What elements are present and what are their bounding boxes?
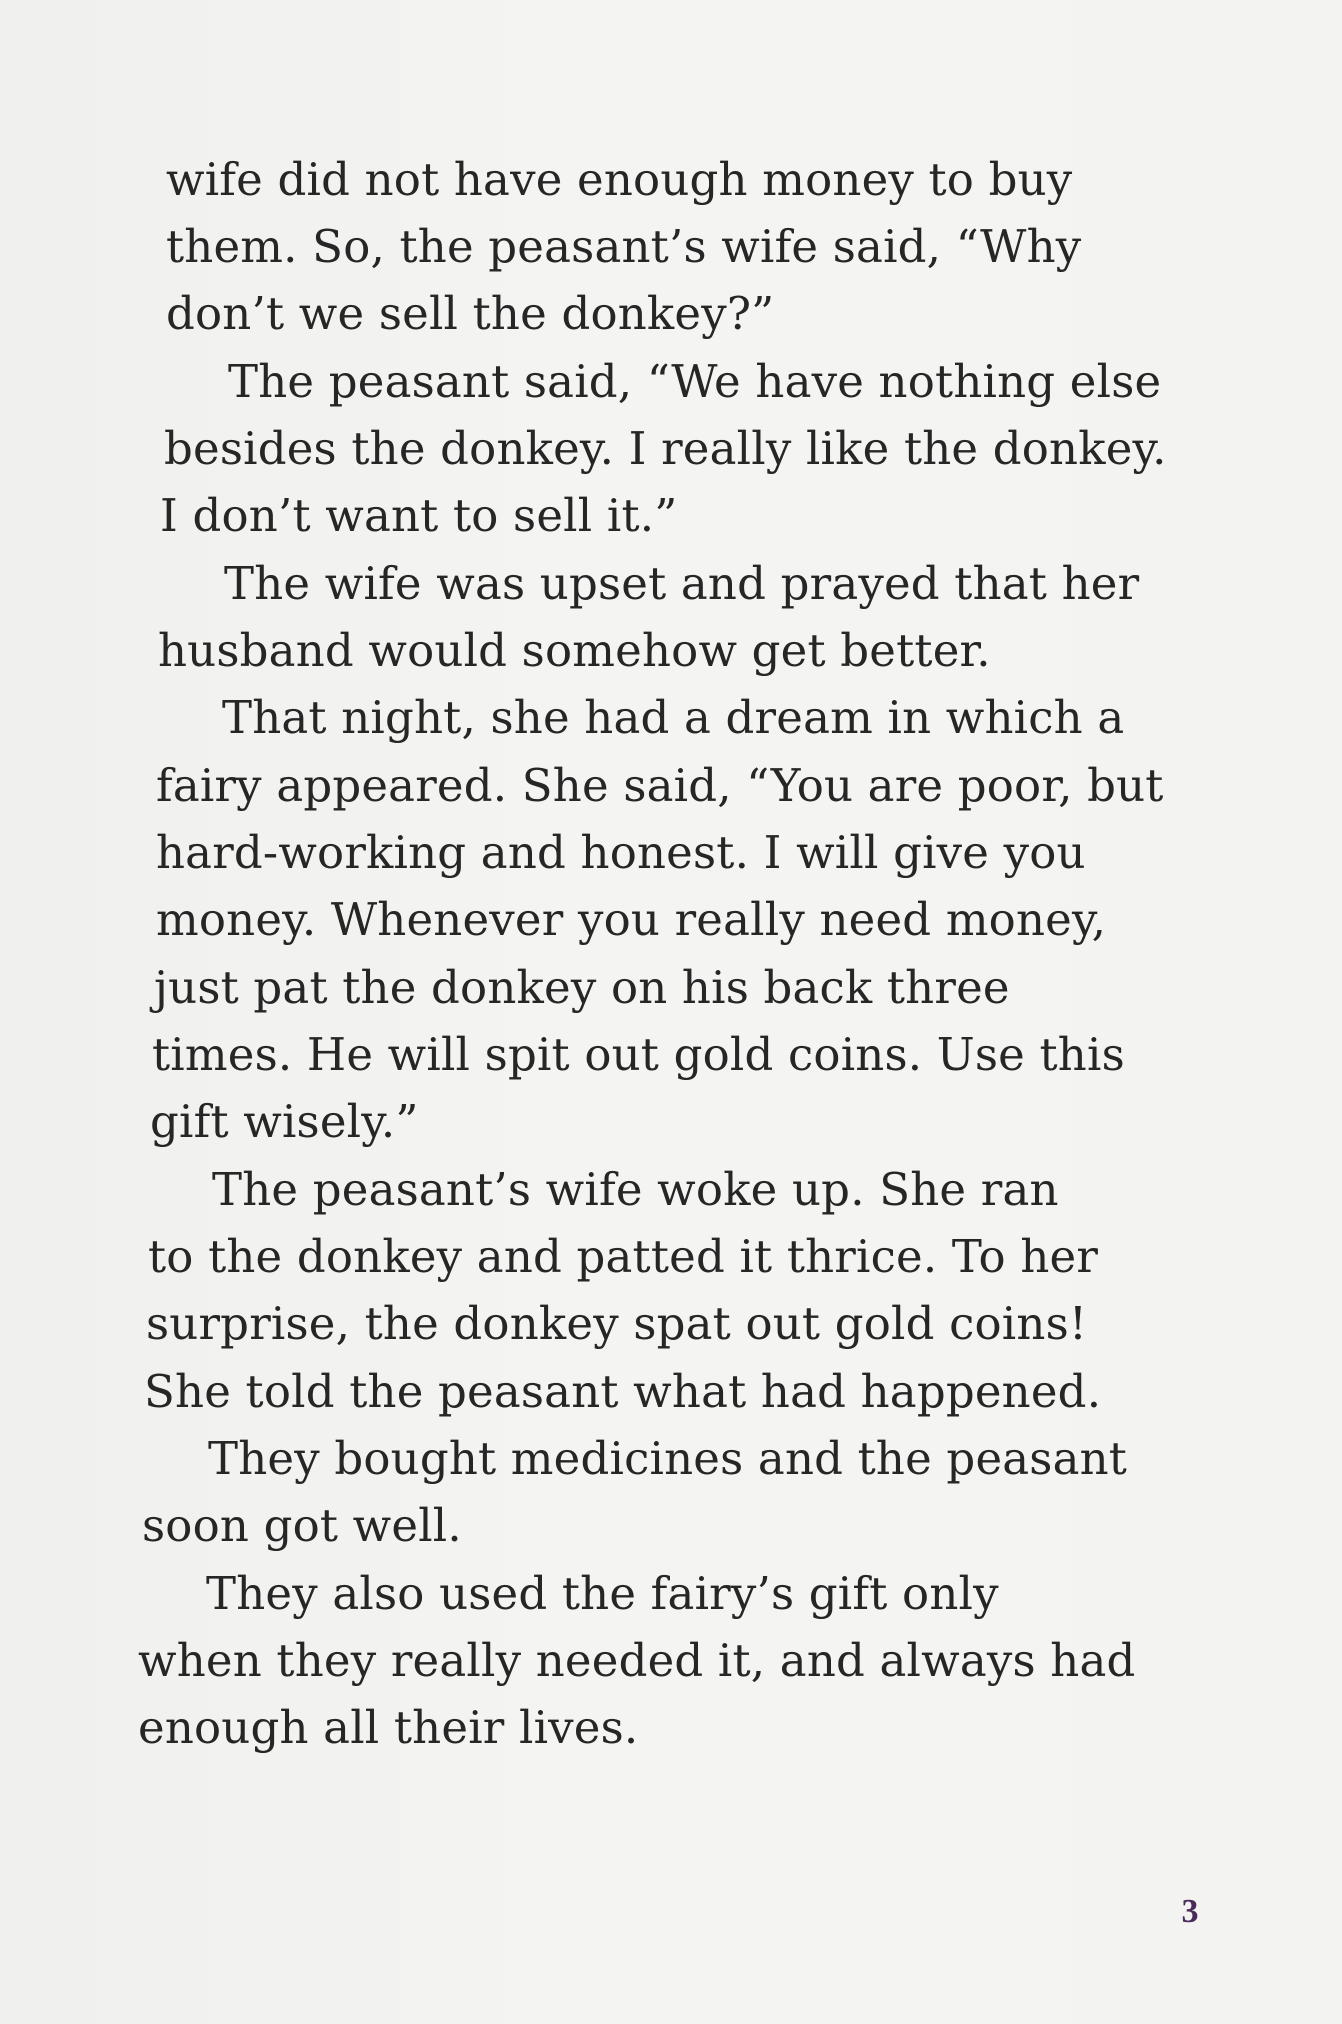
paragraph-4-line-2: fairy appeared. She said, “You are poor, but [156,759,1164,812]
paragraph-6-line-1: They bought medicines and the peasant [208,1432,1128,1485]
paragraph-2-line-1: The peasant said, “We have nothing else [228,355,1162,408]
paragraph-6-line-2: soon got well. [142,1499,462,1552]
paragraph-4-line-6: times. He will spit out gold coins. Use this [152,1028,1125,1081]
paragraph-2-line-2: besides the donkey. I really like the donkey. [164,422,1167,475]
paragraph-4-line-3: hard-working and honest. I will give you [156,826,1086,879]
paragraph-1-line-3: don’t we sell the donkey?” [166,287,775,340]
paragraph-3-line-2: husband would somehow get better. [158,624,991,677]
paragraph-5-line-1: The peasant’s wife woke up. She ran [212,1163,1059,1216]
paragraph-4-line-1: That night, she had a dream in which a [222,691,1125,744]
paragraph-7-line-3: enough all their lives. [138,1701,639,1754]
paragraph-2-line-3: I don’t want to sell it.” [160,489,678,542]
page-number: 3 [1181,1893,1199,1930]
paragraph-3-line-1: The wife was upset and prayed that her [224,557,1140,610]
paragraph-5-line-4: She told the peasant what had happened. [144,1365,1102,1418]
paragraph-7-line-1: They also used the fairy’s gift only [206,1567,999,1620]
paragraph-1-line-1: wife did not have enough money to buy [166,153,1073,206]
paragraph-1-line-2: them. So, the peasant’s wife said, “Why [166,220,1082,273]
paragraph-4-line-4: money. Whenever you really need money, [156,893,1107,946]
paragraph-4-line-5: just pat the donkey on his back three [154,961,1010,1014]
paragraph-5-line-3: surprise, the donkey spat out gold coins! [146,1297,1088,1350]
paragraph-7-line-2: when they really needed it, and always had [138,1634,1136,1687]
paragraph-5-line-2: to the donkey and patted it thrice. To her [148,1230,1099,1283]
paragraph-4-line-7: gift wisely.” [150,1095,419,1148]
